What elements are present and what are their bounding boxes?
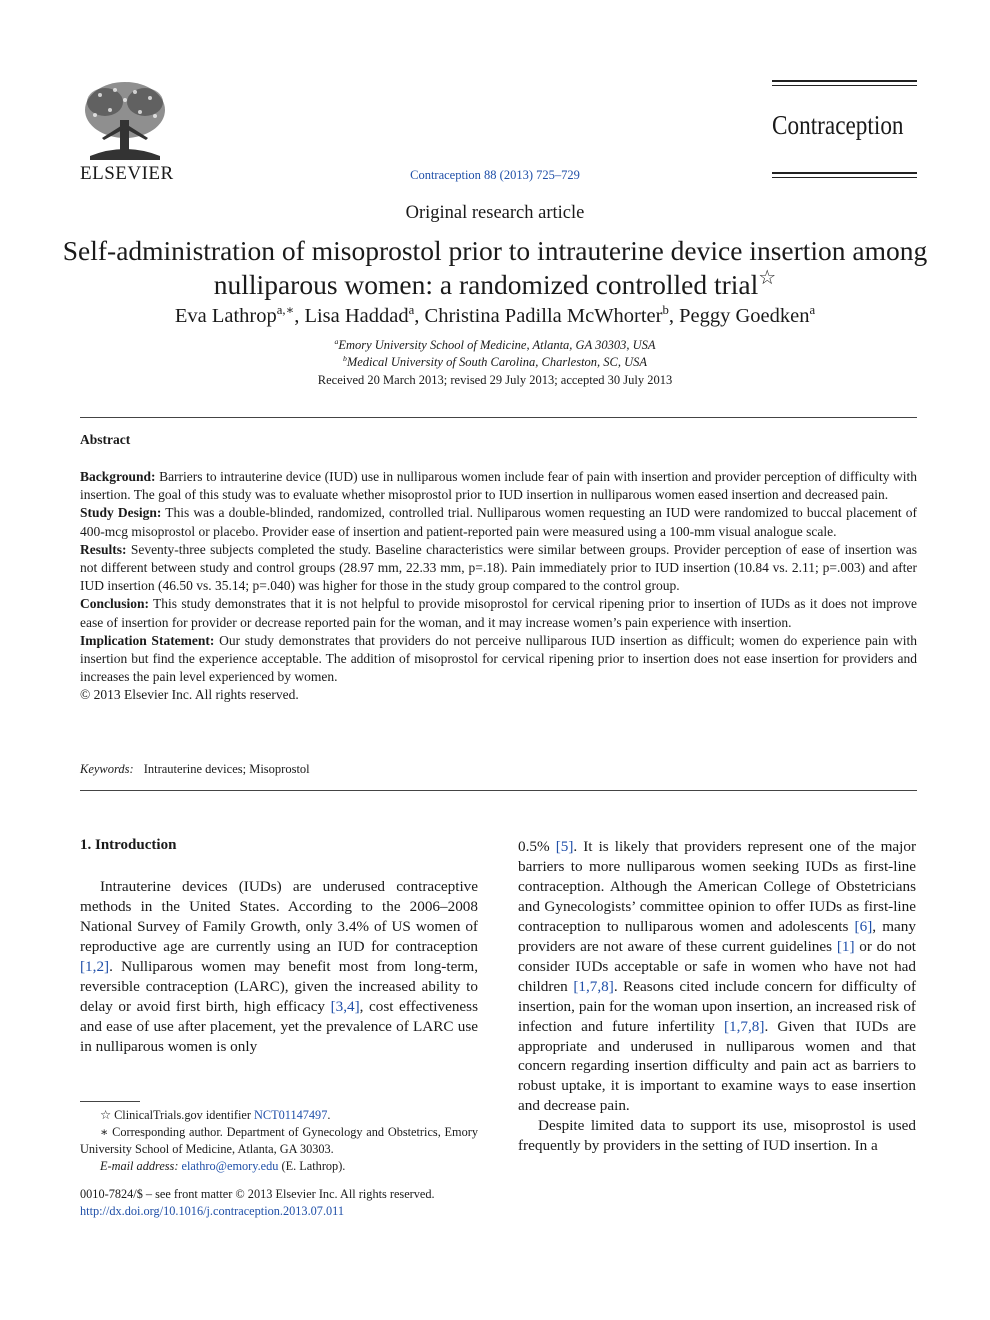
journal-rule-top-2 — [772, 85, 917, 86]
article-title — [60, 234, 930, 302]
doi-link[interactable]: http://dx.doi.org/10.1016/j.contraception.2013.07.011 — [80, 1204, 345, 1218]
journal-rule-top-1 — [772, 80, 917, 82]
article-title-text: Self-administration of misoprostol prior to intrauterine device insertion among nulliparous women: a randomized controlled trial — [62, 235, 928, 300]
publisher-name: ELSEVIER — [80, 163, 174, 184]
abstract-body — [80, 468, 917, 705]
abstract-section: Implication Statement: Our study demonstrates that providers do not perceive nulliparous IUD insertion as difficult; women do experience pain with insertion but find the experience acceptable. The addition of misoprostol for cervical ripening prior to insertion does not ease insertion for providers and increases the pain level experienced by women. — [80, 632, 918, 685]
reference-link[interactable]: [3,4] — [330, 997, 360, 1015]
abstract-section: Background: Barriers to intrauterine device (IUD) use in nulliparous women include fear of pain with insertion and provider perception of difficulty with insertion. The goal of this study was to evaluate whether misoprostol prior to IUD insertion in nulliparous women eased insertion and decreased pain. — [80, 469, 917, 503]
received-dates: Received 20 March 2013; revised 29 July 2013; accepted 30 July 2013 — [317, 373, 673, 387]
affiliation: $^b$Medical University of South Carolina, Charleston, SC, USA — [342, 353, 648, 369]
title-footnote-star-icon[interactable]: ☆ — [758, 266, 777, 289]
keywords: Keywords: Intrauterine devices; Misoprostol — [80, 762, 310, 776]
footnotes — [80, 1107, 478, 1175]
body-column-left — [80, 877, 478, 1057]
paragraph: Intrauterine devices (IUDs) are underused contraceptive methods in the United States. According to the 2006–2008 National Survey of Family Growth, only 3.4% of US women of reproductive age are currently using an IUD for contraception [1,2]. Nulliparous women may benefit most from long-term, reversible contraception (LARC), given the increased ability to delay or avoid first birth, high efficacy [3,4], cost effectiveness and ease of use after placement, yet the prevalence of LARC use in nulliparous women is only — [80, 878, 478, 1055]
paragraph: Despite limited data to support its use, misoprostol is used frequently by providers in the setting of IUD insertion. In a — [518, 1117, 916, 1155]
asterisk-icon: ∗ — [100, 1125, 109, 1139]
reference-link[interactable]: [5] — [555, 838, 574, 855]
section-heading-introduction: 1. Introduction — [80, 837, 177, 853]
author[interactable]: Peggy Goedken$^a$ — [679, 303, 816, 327]
abstract-section: Study Design: This was a double-blinded, randomized, controlled trial. Nulliparous women requesting an IUD were randomized to buccal placement of 400-mcg misoprostol or placebo. Provider ease of insertion and patient-reported pain were measured using a 100-mm visual analogue scale. — [80, 505, 917, 539]
author-list: Eva Lathrop$^{a,∗}$, Lisa Haddad$^a$, Christina Padilla McWhorter$^b$, Peggy Goedken$^a$ — [174, 303, 816, 327]
author[interactable]: Christina Padilla McWhorter$^b$ — [424, 303, 669, 327]
divider — [80, 790, 917, 791]
paragraph: 0.5% [5]. It is likely that providers represent one of the major barriers to more nulliparous women seeking IUDs as first-line contraception. Although the American College of Obstetricians and Gynecologists’ committee opinion to offer IUDs as first-line contraception to nulliparous women and adolescents [6], many providers are not aware of these current guidelines [1] or do not consider IUDs acceptable or safe in women who have not had children [1,7,8]. Reasons cited include concern for difficulty of insertion, pain for the woman upon insertion, an increased risk of infection and future infertility [1,7,8]. Given that IUDs are appropriate and underused in nulliparous women and that concern regarding insertion difficulty and pain act as barriers to robust uptake, it is important to examine ways to ease insertion and decrease pain. — [518, 838, 917, 1115]
star-icon: ☆ — [100, 1108, 112, 1122]
reference-link[interactable]: [1] — [836, 937, 855, 955]
footnote-corresponding: ∗ Corresponding author. Department of Gynecology and Obstetrics, Emory University School of Medicine, Atlanta, GA 30303. — [80, 1125, 479, 1156]
footnote-divider — [80, 1101, 140, 1102]
journal-rule-bottom-2 — [772, 177, 917, 178]
journal-rule-bottom-1 — [772, 172, 917, 174]
reference-link[interactable]: [1,2] — [80, 957, 110, 975]
divider — [80, 417, 917, 418]
reference-link[interactable]: [1,7,8] — [723, 1017, 765, 1035]
reference-link[interactable]: [1,7,8] — [573, 977, 614, 995]
issn-line: 0010-7824/$ – see front matter © 2013 Elsevier Inc. All rights reserved. — [80, 1187, 435, 1201]
trial-id-link[interactable]: NCT01147497 — [254, 1108, 328, 1122]
journal-name: Contraception — [772, 110, 904, 140]
copyright: © 2013 Elsevier Inc. All rights reserved. — [80, 687, 299, 703]
journal-citation-link[interactable]: Contraception 88 (2013) 725–729 — [410, 168, 580, 182]
footnote-email: E-mail address: elathro@emory.edu (E. Lathrop). — [100, 1159, 346, 1173]
affiliation: $^a$Emory University School of Medicine, Atlanta, GA 30303, USA — [334, 336, 656, 352]
abstract-section: Conclusion: This study demonstrates that it is not helpful to provide misoprostol for cervical ripening prior to insertion of IUDs as it does not improve ease of insertion for provider or decrease reported pain for the woman, and it may increase women’s pain experience with insertion. — [80, 596, 917, 630]
article-type: Original research article — [405, 203, 585, 223]
author[interactable]: Lisa Haddad$^a$ — [304, 303, 415, 327]
abstract-heading: Abstract — [80, 432, 131, 447]
front-matter — [80, 1186, 490, 1220]
footnote-trial: ☆ ClinicalTrials.gov identifier NCT01147497. — [100, 1108, 331, 1122]
body-column-right — [518, 837, 916, 1156]
reference-link[interactable]: [6] — [854, 917, 873, 935]
email-link[interactable]: elathro@emory.edu — [181, 1159, 279, 1173]
author[interactable]: Eva Lathrop$^{a,∗}$ — [174, 303, 295, 327]
abstract-section: Results: Seventy-three subjects completed the study. Baseline characteristics were similar between groups. Provider perception of ease of insertion was not different between study and control groups (28.97 mm, 22.33 mm, p=.18). Pain immediately prior to IUD insertion (10.84 vs. 2.11; p=.003) and after IUD insertion (46.50 vs. 35.14; p=.040) was higher for those in the study group compared to the control group. — [80, 541, 917, 594]
